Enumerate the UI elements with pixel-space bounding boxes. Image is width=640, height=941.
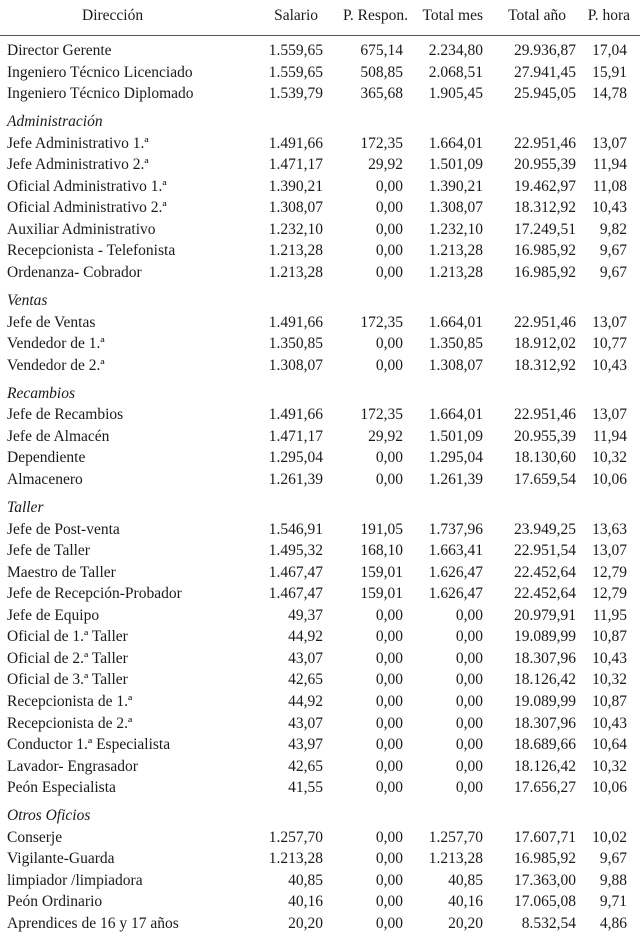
table-row — [0, 334, 640, 355]
table-row — [0, 263, 640, 284]
header-salario: Salario — [274, 7, 318, 24]
cell-precio-hora: 10,32 — [592, 671, 627, 689]
table-row — [0, 849, 640, 870]
cell-salario: 1.308,07 — [268, 356, 323, 374]
cell-responsabilidad: 0,00 — [375, 850, 403, 868]
cell-responsabilidad: 365,68 — [360, 85, 403, 103]
cell-total-anio: 20.979,91 — [514, 606, 576, 624]
cell-precio-hora: 10,32 — [592, 757, 627, 775]
cell-total-mes: 1.232,10 — [428, 220, 483, 238]
cell-total-anio: 8.532,54 — [521, 914, 576, 932]
cell-responsabilidad: 172,35 — [360, 406, 403, 424]
cell-responsabilidad: 0,00 — [375, 736, 403, 754]
cell-precio-hora: 11,94 — [592, 427, 627, 445]
cell-responsabilidad: 675,14 — [360, 42, 403, 59]
cell-responsabilidad: 191,05 — [360, 520, 403, 538]
cell-responsabilidad: 0,00 — [375, 356, 403, 374]
cell-responsabilidad: 159,01 — [360, 585, 403, 603]
cell-total-anio: 18.130,60 — [514, 449, 576, 467]
cell-salario: 1.539,79 — [268, 85, 323, 103]
cell-salario: 1.213,28 — [268, 264, 323, 281]
header-divider — [0, 35, 640, 36]
cell-total-mes: 0,00 — [455, 714, 483, 732]
cell-responsabilidad: 0,00 — [375, 264, 403, 281]
cell-total-mes: 1.501,09 — [428, 156, 483, 174]
cell-total-mes: 1.261,39 — [428, 470, 483, 488]
cell-salario: 1.213,28 — [268, 850, 323, 868]
cell-precio-hora: 10,87 — [592, 628, 627, 646]
cell-responsabilidad: 0,00 — [375, 893, 403, 911]
cell-precio-hora: 14,78 — [592, 85, 627, 103]
cell-precio-hora: 10,77 — [592, 335, 627, 353]
cell-total-mes: 1.213,28 — [428, 850, 483, 868]
cell-salario: 1.295,04 — [268, 449, 323, 467]
cell-total-anio: 19.462,97 — [514, 177, 576, 195]
table-row — [0, 871, 640, 892]
table-row — [0, 84, 640, 105]
cell-total-anio: 18.307,96 — [514, 714, 576, 732]
cell-precio-hora: 10,43 — [592, 356, 627, 374]
cell-precio-hora: 10,06 — [592, 470, 627, 488]
cell-precio-hora: 10,02 — [592, 828, 627, 846]
cell-total-anio: 18.912,02 — [514, 335, 576, 353]
section-title: Administración — [7, 113, 103, 131]
cell-responsabilidad: 172,35 — [360, 313, 403, 331]
cell-precio-hora: 9,67 — [599, 242, 627, 260]
cell-salario: 43,07 — [288, 649, 323, 667]
header-direccion: Dirección — [82, 7, 144, 24]
cell-total-mes: 2.068,51 — [428, 63, 483, 81]
cell-responsabilidad: 0,00 — [375, 714, 403, 732]
header-precio-hora: P. hora — [587, 7, 630, 24]
cell-category: Vendedor de 2.ª — [7, 356, 105, 374]
table-row — [0, 584, 640, 605]
cell-salario: 44,92 — [288, 692, 323, 710]
cell-total-anio: 22.452,64 — [514, 585, 576, 603]
table-row — [0, 714, 640, 735]
cell-salario: 1.467,47 — [268, 563, 323, 581]
table-row — [0, 670, 640, 691]
cell-total-anio: 17.656,27 — [514, 779, 576, 797]
cell-precio-hora: 11,08 — [592, 177, 627, 195]
cell-total-mes: 1.295,04 — [428, 449, 483, 467]
cell-category: Maestro de Taller — [7, 563, 116, 581]
table-row — [0, 541, 640, 562]
cell-salario: 49,37 — [288, 606, 323, 624]
cell-category: Ingeniero Técnico Licenciado — [7, 63, 193, 81]
table-row — [0, 892, 640, 913]
cell-total-anio: 22.951,46 — [514, 313, 576, 331]
cell-total-mes: 1.350,85 — [428, 335, 483, 353]
cell-total-anio: 22.951,46 — [514, 134, 576, 152]
cell-precio-hora: 10,32 — [592, 449, 627, 467]
section-title: Taller — [7, 499, 44, 516]
cell-responsabilidad: 0,00 — [375, 199, 403, 217]
cell-total-anio: 17.659,54 — [514, 470, 576, 488]
header-responsabilidad: P. Respon. — [342, 7, 408, 24]
cell-total-mes: 40,16 — [448, 893, 483, 911]
table-row — [0, 155, 640, 176]
cell-total-mes: 1.663,41 — [428, 542, 483, 560]
cell-salario: 42,65 — [288, 757, 323, 775]
cell-category: Oficial Administrativo 2.ª — [7, 199, 167, 217]
cell-responsabilidad: 0,00 — [375, 470, 403, 488]
cell-responsabilidad: 0,00 — [375, 671, 403, 689]
table-row — [0, 241, 640, 262]
cell-total-anio: 17.249,51 — [514, 220, 576, 238]
cell-total-anio: 16.985,92 — [514, 850, 576, 868]
cell-responsabilidad: 0,00 — [375, 335, 403, 353]
cell-salario: 1.546,91 — [268, 520, 323, 538]
cell-precio-hora: 11,95 — [592, 606, 627, 624]
cell-responsabilidad: 0,00 — [375, 757, 403, 775]
cell-category: Lavador- Engrasador — [7, 757, 138, 775]
cell-category: Oficial de 3.ª Taller — [7, 671, 128, 689]
cell-total-mes: 1.626,47 — [428, 585, 483, 603]
cell-total-mes: 1.213,28 — [428, 264, 483, 281]
cell-total-mes: 1.737,96 — [428, 520, 483, 538]
cell-total-mes: 0,00 — [455, 628, 483, 646]
cell-total-anio: 20.955,39 — [514, 156, 576, 174]
table-row — [0, 356, 640, 377]
cell-category: Vigilante-Guarda — [7, 850, 115, 868]
table-row — [0, 427, 640, 448]
cell-responsabilidad: 0,00 — [375, 242, 403, 260]
cell-salario: 1.559,65 — [268, 42, 323, 59]
cell-precio-hora: 12,79 — [592, 563, 627, 581]
cell-total-mes: 0,00 — [455, 671, 483, 689]
cell-category: Jefe Administrativo 1.ª — [7, 134, 149, 152]
cell-total-mes: 1.501,09 — [428, 427, 483, 445]
cell-category: Auxiliar Administrativo — [7, 220, 156, 238]
cell-precio-hora: 9,71 — [599, 893, 627, 911]
table-header — [0, 6, 640, 30]
cell-precio-hora: 10,43 — [592, 199, 627, 217]
cell-total-mes: 1.664,01 — [428, 134, 483, 152]
cell-precio-hora: 13,07 — [592, 134, 627, 152]
cell-precio-hora: 13,07 — [592, 313, 627, 331]
cell-total-anio: 16.985,92 — [514, 242, 576, 260]
cell-total-anio: 18.312,92 — [514, 199, 576, 217]
cell-category: limpiador /limpiadora — [7, 871, 143, 889]
cell-salario: 1.308,07 — [268, 199, 323, 217]
cell-total-mes: 40,85 — [448, 871, 483, 889]
cell-salario: 1.232,10 — [268, 220, 323, 238]
cell-total-mes: 1.308,07 — [428, 199, 483, 217]
cell-precio-hora: 9,82 — [599, 220, 627, 238]
cell-responsabilidad: 0,00 — [375, 692, 403, 710]
cell-salario: 1.471,17 — [268, 427, 323, 445]
cell-category: Recepcionista de 1.ª — [7, 692, 133, 710]
header-total-anio: Total año — [508, 7, 566, 24]
cell-salario: 43,97 — [288, 736, 323, 754]
cell-category: Jefe de Recambios — [7, 406, 124, 424]
cell-category: Vendedor de 1.ª — [7, 335, 105, 353]
cell-total-anio: 16.985,92 — [514, 264, 576, 281]
cell-category: Conserje — [7, 828, 63, 846]
cell-salario: 42,65 — [288, 671, 323, 689]
cell-salario: 1.491,66 — [268, 134, 323, 152]
cell-total-anio: 19.089,99 — [514, 628, 576, 646]
cell-total-anio: 17.363,00 — [514, 871, 576, 889]
cell-total-mes: 1.664,01 — [428, 313, 483, 331]
cell-category: Director Gerente — [7, 42, 112, 59]
cell-salario: 1.390,21 — [268, 177, 323, 195]
cell-responsabilidad: 0,00 — [375, 220, 403, 238]
cell-responsabilidad: 159,01 — [360, 563, 403, 581]
cell-precio-hora: 10,43 — [592, 714, 627, 732]
cell-total-mes: 1.664,01 — [428, 406, 483, 424]
cell-total-anio: 19.089,99 — [514, 692, 576, 710]
cell-responsabilidad: 29,92 — [368, 156, 403, 174]
cell-responsabilidad: 0,00 — [375, 449, 403, 467]
cell-responsabilidad: 0,00 — [375, 177, 403, 195]
cell-total-anio: 23.949,25 — [514, 520, 576, 538]
cell-category: Jefe de Almacén — [7, 427, 110, 445]
cell-salario: 1.257,70 — [268, 828, 323, 846]
cell-salario: 1.350,85 — [268, 335, 323, 353]
section-title: Ventas — [7, 292, 48, 310]
cell-total-mes: 20,20 — [448, 914, 483, 932]
cell-precio-hora: 9,88 — [599, 871, 627, 889]
cell-total-mes: 1.626,47 — [428, 563, 483, 581]
cell-salario: 40,16 — [288, 893, 323, 911]
section-title: Otros Oficios — [7, 807, 91, 825]
cell-total-anio: 29.936,87 — [514, 42, 576, 59]
cell-category: Peón Ordinario — [7, 893, 103, 911]
table-row — [0, 313, 640, 334]
cell-total-anio: 17.607,71 — [514, 828, 576, 846]
table-row — [0, 649, 640, 670]
cell-category: Almacenero — [7, 470, 83, 488]
cell-salario: 40,85 — [288, 871, 323, 889]
cell-precio-hora: 12,79 — [592, 585, 627, 603]
cell-total-mes: 1.905,45 — [428, 85, 483, 103]
cell-salario: 20,20 — [288, 914, 323, 932]
table-row — [0, 828, 640, 849]
cell-precio-hora: 13,63 — [592, 520, 627, 538]
cell-total-anio: 22.452,64 — [514, 563, 576, 581]
cell-total-anio: 18.126,42 — [514, 671, 576, 689]
cell-category: Ingeniero Técnico Diplomado — [7, 85, 194, 103]
cell-precio-hora: 10,06 — [592, 779, 627, 797]
cell-precio-hora: 15,91 — [592, 63, 627, 81]
cell-responsabilidad: 168,10 — [360, 542, 403, 560]
cell-salario: 1.261,39 — [268, 470, 323, 488]
cell-responsabilidad: 0,00 — [375, 606, 403, 624]
table-row — [0, 448, 640, 469]
table-row — [0, 692, 640, 713]
table-row — [0, 778, 640, 799]
table-row — [0, 470, 640, 491]
cell-precio-hora: 17,04 — [592, 42, 627, 59]
cell-category: Peón Especialista — [7, 779, 116, 797]
cell-responsabilidad: 0,00 — [375, 779, 403, 797]
cell-salario: 1.471,17 — [268, 156, 323, 174]
table-row — [0, 520, 640, 541]
cell-total-anio: 18.307,96 — [514, 649, 576, 667]
cell-total-anio: 22.951,54 — [514, 542, 576, 560]
cell-total-anio: 17.065,08 — [514, 893, 576, 911]
cell-total-anio: 27.941,45 — [514, 63, 576, 81]
cell-category: Jefe de Post-venta — [7, 520, 120, 538]
cell-category: Oficial de 2.ª Taller — [7, 649, 128, 667]
cell-precio-hora: 9,67 — [599, 264, 627, 281]
cell-total-mes: 1.257,70 — [428, 828, 483, 846]
cell-precio-hora: 4,86 — [599, 914, 627, 932]
cell-salario: 1.213,28 — [268, 242, 323, 260]
table-row — [0, 220, 640, 241]
table-row — [0, 177, 640, 198]
cell-responsabilidad: 0,00 — [375, 649, 403, 667]
cell-total-mes: 2.234,80 — [428, 42, 483, 59]
cell-total-mes: 0,00 — [455, 692, 483, 710]
table-row — [0, 627, 640, 648]
table-row — [0, 41, 640, 62]
cell-responsabilidad: 172,35 — [360, 134, 403, 152]
cell-total-mes: 0,00 — [455, 779, 483, 797]
cell-total-anio: 20.955,39 — [514, 427, 576, 445]
cell-category: Jefe de Equipo — [7, 606, 100, 624]
cell-responsabilidad: 0,00 — [375, 628, 403, 646]
cell-salario: 1.491,66 — [268, 406, 323, 424]
table-row — [0, 757, 640, 778]
cell-total-anio: 18.689,66 — [514, 736, 576, 754]
cell-precio-hora: 10,64 — [592, 736, 627, 754]
cell-category: Jefe Administrativo 2.ª — [7, 156, 149, 174]
cell-category: Recepcionista de 2.ª — [7, 714, 133, 732]
cell-salario: 1.495,32 — [268, 542, 323, 560]
cell-total-mes: 1.308,07 — [428, 356, 483, 374]
table-row — [0, 563, 640, 584]
cell-precio-hora: 10,87 — [592, 692, 627, 710]
cell-category: Jefe de Recepción-Probador — [7, 585, 182, 603]
cell-responsabilidad: 508,85 — [360, 63, 403, 81]
cell-total-anio: 18.126,42 — [514, 757, 576, 775]
cell-category: Ordenanza- Cobrador — [7, 264, 142, 281]
table-row — [0, 134, 640, 155]
section-title: Recambios — [7, 384, 76, 402]
cell-category: Recepcionista - Telefonista — [7, 242, 176, 260]
cell-responsabilidad: 29,92 — [368, 427, 403, 445]
cell-category: Oficial de 1.ª Taller — [7, 628, 128, 646]
cell-precio-hora: 9,67 — [599, 850, 627, 868]
cell-precio-hora: 10,43 — [592, 649, 627, 667]
cell-total-anio: 22.951,46 — [514, 406, 576, 424]
cell-salario: 1.491,66 — [268, 313, 323, 331]
cell-salario: 43,07 — [288, 714, 323, 732]
cell-precio-hora: 13,07 — [592, 542, 627, 560]
cell-precio-hora: 13,07 — [592, 406, 627, 424]
cell-responsabilidad: 0,00 — [375, 828, 403, 846]
cell-responsabilidad: 0,00 — [375, 871, 403, 889]
table-row — [0, 606, 640, 627]
table-row — [0, 735, 640, 756]
cell-salario: 1.467,47 — [268, 585, 323, 603]
cell-category: Jefe de Ventas — [7, 313, 96, 331]
cell-salario: 1.559,65 — [268, 63, 323, 81]
cell-category: Conductor 1.ª Especialista — [7, 736, 171, 754]
cell-total-mes: 0,00 — [455, 757, 483, 775]
cell-responsabilidad: 0,00 — [375, 914, 403, 932]
cell-total-mes: 0,00 — [455, 606, 483, 624]
cell-total-mes: 1.213,28 — [428, 242, 483, 260]
cell-total-mes: 1.390,21 — [428, 177, 483, 195]
header-total-mes: Total mes — [422, 7, 483, 24]
cell-category: Dependiente — [7, 449, 86, 467]
table-row — [0, 405, 640, 426]
cell-total-anio: 25.945,05 — [514, 85, 576, 103]
cell-precio-hora: 11,94 — [592, 156, 627, 174]
cell-total-anio: 18.312,92 — [514, 356, 576, 374]
cell-salario: 44,92 — [288, 628, 323, 646]
table-row — [0, 63, 640, 84]
table-row — [0, 914, 640, 935]
cell-category: Jefe de Taller — [7, 542, 90, 560]
table-row — [0, 198, 640, 219]
cell-total-mes: 0,00 — [455, 649, 483, 667]
cell-salario: 41,55 — [288, 779, 323, 797]
cell-total-mes: 0,00 — [455, 736, 483, 754]
cell-category: Oficial Administrativo 1.ª — [7, 177, 167, 195]
cell-category: Aprendices de 16 y 17 años — [7, 914, 179, 932]
